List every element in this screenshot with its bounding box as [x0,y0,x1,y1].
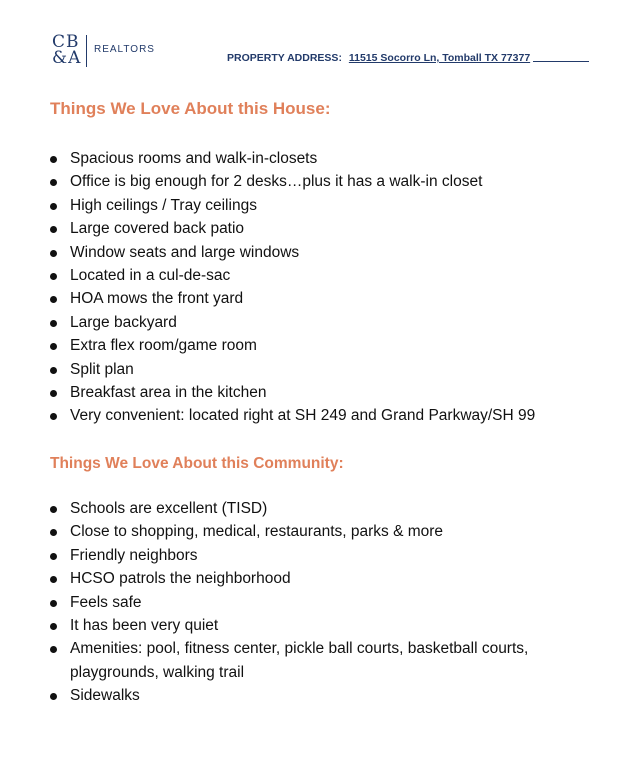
list-item-text: Amenities: pool, fitness center, pickle ball courts, basketball courts, playgrounds, walking trail [70,640,529,681]
address-value: 11515 Socorro Ln, Tomball TX 77377 [348,52,531,64]
list-item [48,287,608,310]
community-section-title: Things We Love About this Community: [50,455,344,472]
list-item [48,194,608,217]
list-item [48,567,608,590]
property-address [227,52,589,64]
bullet-icon [50,576,57,583]
bullet-icon [50,250,57,257]
bullet-icon [50,623,57,630]
list-item [48,591,608,614]
list-item-text: Friendly neighbors [70,546,198,564]
logo-monogram-line2: &A [52,48,82,68]
house-section-title: Things We Love About this House: [50,99,331,118]
list-item-text: High ceilings / Tray ceilings [70,196,257,214]
list-item-text: Window seats and large windows [70,243,300,261]
list-item-text: It has been very quiet [70,617,219,635]
bullet-icon [50,390,57,397]
bullet-icon [50,646,57,653]
list-item-text: Located in a cul-de-sac [70,267,231,285]
logo-wordmark: REALTORS [94,44,155,55]
address-label: PROPERTY ADDRESS: [227,52,342,64]
list-item-text: Spacious rooms and walk-in-closets [70,150,318,167]
logo-monogram [52,34,81,66]
list-item [48,684,608,707]
bullet-icon [50,343,57,350]
list-item-text: Large covered back patio [70,220,245,238]
list-item [48,241,608,264]
bullet-icon [50,600,57,607]
list-item-text: Office is big enough for 2 desks…plus it has a walk-in closet [70,173,483,191]
list-item [48,334,608,357]
bullet-icon [50,413,57,420]
bullet-icon [50,320,57,327]
bullet-icon [50,553,57,560]
list-item [48,544,608,567]
list-item-text: HCSO patrols the neighborhood [70,570,291,588]
list-item [48,147,608,170]
realtor-logo [52,32,155,70]
list-item [48,358,608,381]
bullet-icon [50,506,57,513]
bullet-icon [50,273,57,280]
document-header [52,34,597,74]
bullet-icon [50,693,57,700]
list-item [48,520,608,543]
bullet-icon [50,529,57,536]
list-item-text: HOA mows the front yard [70,290,244,308]
logo-monogram-line1: CB [52,32,80,52]
list-item [48,404,608,427]
list-item-text: Schools are excellent (TISD) [70,500,268,517]
bullet-icon [50,296,57,303]
list-item-text: Extra flex room/game room [70,337,257,355]
list-item [48,614,608,637]
house-list [48,147,608,428]
logo-divider [86,35,87,67]
list-item-text: Sidewalks [70,687,140,705]
bullet-icon [50,226,57,233]
bullet-icon [50,156,57,163]
list-item [48,637,608,684]
list-item [48,311,608,334]
list-item [48,381,608,404]
list-item [48,170,608,193]
address-underline [533,61,589,62]
list-item-text: Breakfast area in the kitchen [70,384,267,402]
list-item-text: Feels safe [70,593,142,611]
community-list [48,497,608,708]
list-item [48,264,608,287]
bullet-icon [50,203,57,210]
list-item-text: Split plan [70,360,134,378]
bullet-icon [50,367,57,374]
list-item [48,217,608,240]
list-item-text: Large backyard [70,313,177,331]
list-item-text: Very convenient: located right at SH 249 and Grand Parkway/SH 99 [70,407,536,425]
list-item-text: Close to shopping, medical, restaurants, parks & more [70,523,444,541]
list-item [48,497,608,520]
bullet-icon [50,179,57,186]
